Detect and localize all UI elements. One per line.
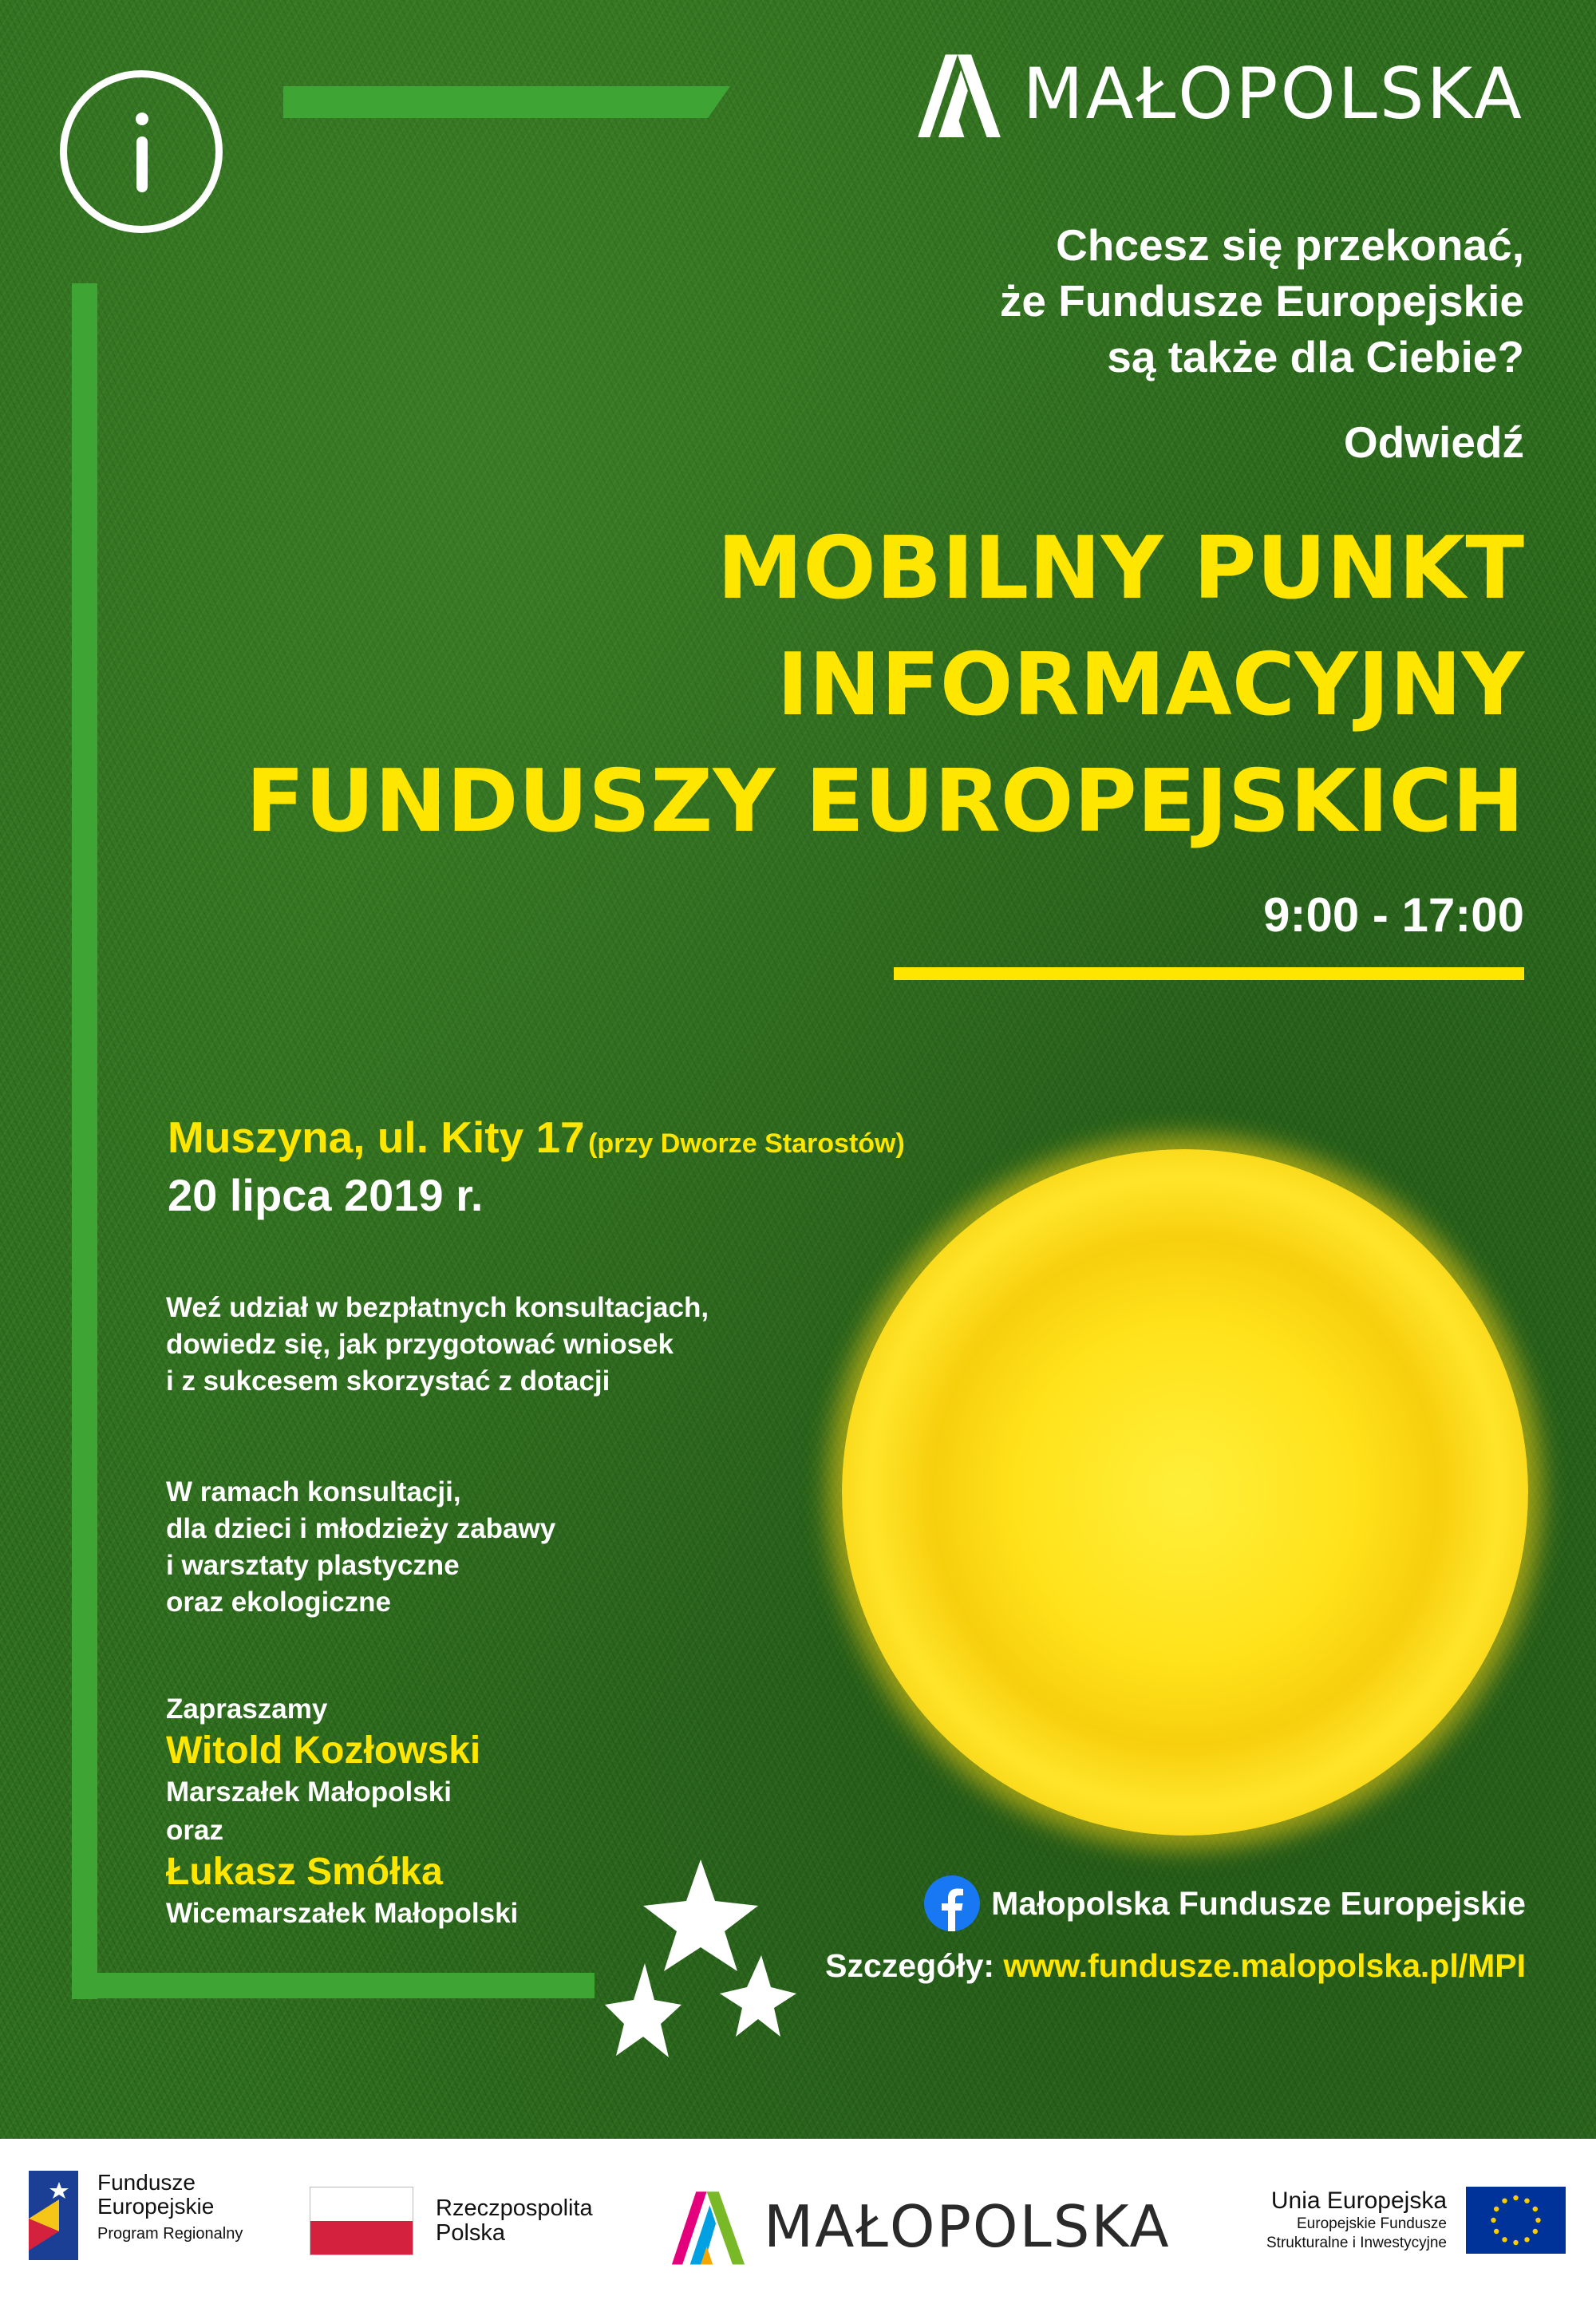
yellow-sun-graphic [842, 1149, 1528, 1836]
poland-line-2: Polska [436, 2220, 506, 2246]
eu-line-1: Unia Europejska [1270, 2187, 1447, 2214]
malopolska-color-mark-icon [670, 2188, 746, 2265]
invitation-role-1: Marszałek Małopolski [166, 1776, 452, 1808]
details-url-link[interactable]: www.fundusze.malopolska.pl/MPI [1003, 1947, 1526, 1984]
event-date: 20 lipca 2019 r. [168, 1170, 484, 1220]
facebook-label: Małopolska Fundusze Europejskie [991, 1884, 1526, 1922]
poland-line-1: Rzeczpospolita [436, 2195, 593, 2221]
invitation-person-2: Łukasz Smółka [166, 1851, 443, 1893]
details-label: Szczegóły: [825, 1947, 995, 1984]
headline: MOBILNY PUNKT INFORMACYJNY FUNDUSZY EUROPEJSKICH [246, 519, 1524, 852]
malopolska-mark-icon [916, 50, 1002, 138]
consultation-paragraph: Weź udział w bezpłatnych konsultacjach, dowiedz się, jak przygotować wniosek i z sukcesem skorzystać z dotacji [166, 1292, 709, 1397]
polish-flag-icon [310, 2187, 413, 2255]
yellow-divider [894, 967, 1524, 980]
location-place: Muszyna, ul. Kity 17 [168, 1112, 585, 1162]
opening-hours: 9:00 - 17:00 [1263, 888, 1524, 942]
workshops-paragraph: W ramach konsultacji, dla dzieci i młodzieży zabawy i warsztaty plastyczne oraz ekologiczne [166, 1476, 556, 1618]
footer-logos-bar [0, 2139, 1596, 2300]
invitation-block [166, 1690, 518, 1933]
invitation-conjunction: oraz [166, 1815, 223, 1846]
event-location [168, 1112, 905, 1163]
malopolska-logo-footer [670, 2188, 1171, 2265]
visit-label: Odwiedź [1343, 417, 1524, 467]
eu-flag-icon [1466, 2187, 1566, 2254]
facebook-link[interactable] [924, 1875, 1526, 1931]
info-icon [60, 70, 223, 233]
location-note: (przy Dworze Starostów) [588, 1128, 905, 1159]
eu-line-2: Europejskie Fundusze [1297, 2215, 1447, 2232]
invitation-role-2: Wicemarszałek Małopolski [166, 1898, 519, 1929]
facebook-icon [924, 1875, 980, 1931]
fundusze-europejskie-icon [29, 2171, 78, 2260]
invitation-intro: Zapraszamy [166, 1693, 328, 1725]
malopolska-footer-wordmark: MAŁOPOLSKA [764, 2193, 1171, 2260]
fundusze-europejskie-logo [29, 2171, 243, 2260]
frame-left-bar [72, 283, 97, 1999]
frame-bottom-bar [72, 1973, 595, 1998]
white-stars-icon [605, 1859, 796, 2059]
funds-line-1: Fundusze [97, 2170, 196, 2195]
funds-line-3: Program Regionalny [97, 2225, 243, 2243]
details-line [825, 1947, 1526, 1985]
malopolska-logo-top [916, 48, 1524, 140]
intro-question: Chcesz się przekonać, że Fundusze Europejskie są także dla Ciebie? [999, 220, 1524, 381]
invitation-person-1: Witold Kozłowski [166, 1729, 481, 1772]
rzeczpospolita-polska-logo [310, 2187, 593, 2255]
green-accent-bar [283, 86, 730, 118]
funds-line-2: Europejskie [97, 2194, 215, 2219]
malopolska-wordmark: MAŁOPOLSKA [1022, 53, 1524, 135]
eu-line-3: Strukturalne i Inwestycyjne [1266, 2235, 1447, 2251]
unia-europejska-logo [1266, 2187, 1566, 2254]
